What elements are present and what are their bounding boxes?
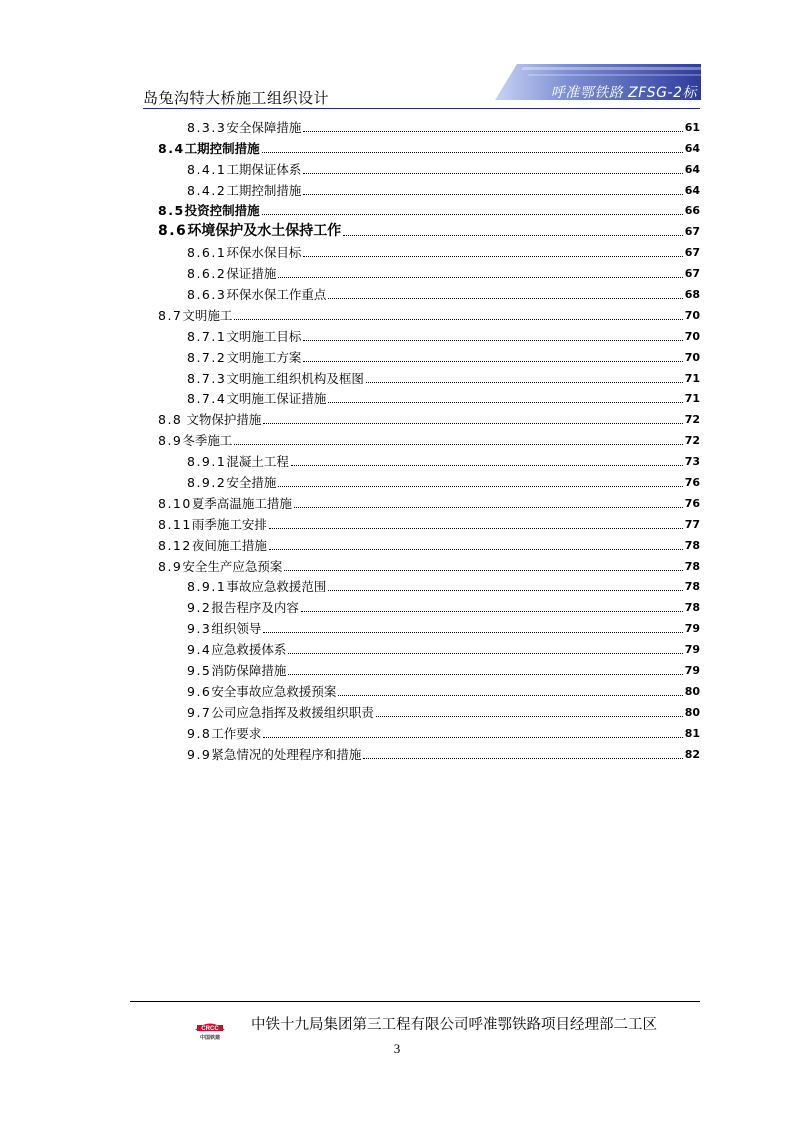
toc-dot-leader <box>269 527 683 529</box>
toc-entry[interactable] <box>158 469 700 490</box>
toc-entry[interactable] <box>158 553 700 574</box>
toc-entry-title: 安全生产应急预案 <box>182 558 283 574</box>
toc-entry[interactable] <box>158 344 700 365</box>
toc-entry-page: 79 <box>684 622 700 636</box>
toc-entry[interactable] <box>158 323 700 344</box>
toc-entry[interactable] <box>158 490 700 511</box>
toc-entry-number: 8.9 <box>158 558 183 574</box>
toc-entry-number: 8.7 <box>158 307 183 323</box>
toc-entry[interactable] <box>158 427 700 448</box>
toc-entry[interactable] <box>158 720 700 741</box>
toc-entry-number: 8.6.1 <box>187 245 227 261</box>
toc-entry[interactable] <box>158 448 700 469</box>
toc-entry-number: 8.10 <box>158 495 192 511</box>
toc-entry-title: 雨季施工安排 <box>191 516 267 532</box>
toc-entry[interactable] <box>158 532 700 553</box>
toc-entry-number: 9.6 <box>187 683 212 699</box>
toc-entry-number: 8.9 <box>158 433 183 449</box>
toc-entry-number: 9.9 <box>187 746 212 762</box>
toc-entry[interactable] <box>158 678 700 699</box>
toc-entry-number: 8.4.2 <box>187 182 227 198</box>
toc-dot-leader <box>288 673 682 675</box>
toc-entry-title: 文明施工 <box>182 307 233 323</box>
toc-entry-page: 80 <box>684 684 700 698</box>
logo-caption: 中国铁建 <box>199 1035 220 1041</box>
toc-entry-title: 文明施工目标 <box>226 328 302 344</box>
toc-dot-leader <box>284 569 682 571</box>
toc-entry-page: 71 <box>684 392 700 406</box>
toc-entry-title: 混凝土工程 <box>226 454 289 470</box>
toc-entry-number: 9.2 <box>187 600 212 616</box>
toc-entry-title: 公司应急指挥及救援组织职责 <box>211 704 374 720</box>
toc-dot-leader <box>278 276 682 278</box>
toc-entry-title: 文明施工方案 <box>226 349 302 365</box>
toc-entry-title: 环境保护及水土保持工作 <box>187 223 342 240</box>
toc-entry-number: 8.4.1 <box>187 161 227 177</box>
toc-entry-page: 61 <box>684 120 700 134</box>
toc-dot-leader <box>263 736 682 738</box>
toc-entry-title: 安全保障措施 <box>226 119 302 135</box>
toc-entry-page: 78 <box>684 601 700 615</box>
toc-dot-leader <box>328 297 682 299</box>
toc-entry-page: 70 <box>684 329 700 343</box>
toc-dot-leader <box>263 422 682 424</box>
toc-entry-page: 68 <box>684 288 700 302</box>
toc-entry-number: 8.6.3 <box>187 287 227 303</box>
toc-entry-title: 组织领导 <box>211 621 262 637</box>
toc-entry-number: 8.7.4 <box>187 391 227 407</box>
toc-entry-title: 事故应急救援范围 <box>226 579 327 595</box>
toc-entry-title: 安全事故应急救援预案 <box>211 683 337 699</box>
toc-dot-leader <box>291 464 683 466</box>
toc-entry-number: 8.7.1 <box>187 328 227 344</box>
toc-entry-title: 安全措施 <box>226 475 277 491</box>
toc-entry-page: 64 <box>684 141 700 155</box>
toc-entry-title: 环保水保目标 <box>226 245 302 261</box>
toc-entry[interactable] <box>158 239 700 260</box>
toc-entry-number: 9.4 <box>187 642 212 658</box>
toc-entry-page: 81 <box>684 726 700 740</box>
toc-entry-page: 79 <box>684 643 700 657</box>
toc-entry-title: 工期控制措施 <box>184 140 260 156</box>
toc-dot-leader <box>303 130 682 132</box>
toc-entry-number: 8.4 <box>158 140 185 156</box>
toc-entry-page: 76 <box>684 476 700 490</box>
toc-entry-number: 8.6 <box>158 223 188 240</box>
toc-dot-leader <box>328 401 682 403</box>
toc-entry-page: 79 <box>684 664 700 678</box>
toc-entry-title: 工期控制措施 <box>226 182 302 198</box>
toc-dot-leader <box>303 360 682 362</box>
toc-dot-leader <box>301 610 683 612</box>
toc-entry-title: 紧急情况的处理程序和措施 <box>211 746 362 762</box>
toc-entry-title: 应急救援体系 <box>211 642 287 658</box>
toc-entry-number: 8.6.2 <box>187 266 227 282</box>
toc-entry-title: 冬季施工 <box>182 433 233 449</box>
toc-entry-title: 夏季高温施工措施 <box>191 495 292 511</box>
toc-entry[interactable] <box>158 574 700 595</box>
toc-entry[interactable] <box>158 198 700 219</box>
toc-dot-leader <box>262 151 683 153</box>
toc-entry-number: 9.8 <box>187 725 212 741</box>
toc-dot-leader <box>338 694 682 696</box>
toc-entry[interactable] <box>158 657 700 678</box>
toc-entry-number: 9.3 <box>187 621 212 637</box>
toc-entry-title: 保证措施 <box>226 266 277 282</box>
toc-entry-page: 64 <box>684 183 700 197</box>
toc-entry-page: 64 <box>684 162 700 176</box>
toc-dot-leader <box>269 548 683 550</box>
toc-entry-title: 环保水保工作重点 <box>226 287 327 303</box>
toc-dot-leader <box>263 631 682 633</box>
toc-entry[interactable] <box>158 636 700 657</box>
toc-entry-page: 72 <box>684 434 700 448</box>
toc-entry-page: 78 <box>684 559 700 573</box>
toc-entry-title: 投资控制措施 <box>184 203 260 219</box>
toc-dot-leader <box>262 213 683 215</box>
toc-entry[interactable] <box>158 114 700 135</box>
toc-entry-number: 8.9.2 <box>187 475 227 491</box>
toc-entry-number: 8.7.2 <box>187 349 227 365</box>
toc-entry[interactable] <box>158 615 700 636</box>
toc-entry[interactable] <box>158 218 700 239</box>
toc-entry-page: 80 <box>684 705 700 719</box>
toc-entry[interactable] <box>158 135 700 156</box>
toc-entry-page: 67 <box>684 225 700 239</box>
footer-divider <box>130 1001 700 1002</box>
toc-entry-number: 8.9.1 <box>187 579 227 595</box>
toc-entry-number: 8.12 <box>158 537 192 553</box>
toc-entry-number: 8.7.3 <box>187 370 227 386</box>
toc-entry-title: 工作要求 <box>211 725 262 741</box>
project-banner <box>495 64 701 100</box>
toc-entry[interactable] <box>158 386 700 407</box>
toc-dot-leader <box>366 381 683 383</box>
toc-dot-leader <box>328 589 682 591</box>
toc-entry-number: 8.9.1 <box>187 454 227 470</box>
toc-entry[interactable] <box>158 741 700 762</box>
toc-entry-page: 76 <box>684 496 700 510</box>
toc-entry-page: 67 <box>684 246 700 260</box>
toc-entry[interactable] <box>158 594 700 615</box>
toc-dot-leader <box>343 234 682 236</box>
toc-dot-leader <box>303 255 682 257</box>
toc-dot-leader <box>278 485 682 487</box>
toc-entry-page: 77 <box>684 517 700 531</box>
toc-entry-page: 78 <box>684 538 700 552</box>
toc-dot-leader <box>303 193 682 195</box>
company-name: 中铁十九局集团第三工程有限公司呼准鄂铁路项目经理部二工区 <box>251 1017 657 1033</box>
toc-entry-number: 8.3.3 <box>187 119 227 135</box>
banner-text: 呼准鄂铁路 ZFSG-2标 <box>550 85 697 100</box>
toc-entry-title: 工期保证体系 <box>226 161 302 177</box>
toc-dot-leader <box>234 443 682 445</box>
toc-dot-leader <box>303 339 682 341</box>
toc-entry[interactable] <box>158 302 700 323</box>
toc-dot-leader <box>294 506 683 508</box>
toc-entry-title: 消防保障措施 <box>211 663 287 679</box>
toc-entry-number: 8.11 <box>158 516 192 532</box>
toc-entry-title: 文明施工组织机构及框图 <box>226 370 364 386</box>
toc-entry[interactable] <box>158 177 700 198</box>
toc-entry[interactable] <box>158 699 700 720</box>
table-of-contents <box>158 114 700 762</box>
toc-entry-title: 夜间施工措施 <box>191 537 267 553</box>
page-number: 3 <box>393 1041 401 1056</box>
toc-entry-page: 72 <box>684 413 700 427</box>
toc-entry[interactable] <box>158 156 700 177</box>
document-title: 岛兔沟特大桥施工组织设计 <box>143 89 330 107</box>
toc-dot-leader <box>303 172 682 174</box>
toc-entry-page: 70 <box>684 308 700 322</box>
toc-entry-page: 78 <box>684 580 700 594</box>
toc-entry-number: 8.5 <box>158 203 185 219</box>
toc-entry-page: 66 <box>684 204 700 218</box>
toc-entry[interactable] <box>158 511 700 532</box>
toc-entry-number: 9.5 <box>187 663 212 679</box>
toc-dot-leader <box>288 652 682 654</box>
toc-entry-page: 70 <box>684 350 700 364</box>
toc-entry-page: 71 <box>684 371 700 385</box>
toc-entry[interactable] <box>158 260 700 281</box>
company-logo <box>191 1015 229 1041</box>
crcc-logo-icon <box>191 1015 229 1035</box>
header-divider <box>143 108 700 109</box>
toc-entry-number: 8.8 <box>158 412 183 428</box>
toc-entry-title: 文物保护措施 <box>182 412 262 428</box>
toc-entry-page: 82 <box>684 747 700 761</box>
toc-entry-page: 67 <box>684 267 700 281</box>
toc-entry-page: 73 <box>684 455 700 469</box>
logo-badge: CRCC <box>201 1026 219 1032</box>
toc-entry[interactable] <box>158 281 700 302</box>
toc-entry-number: 9.7 <box>187 704 212 720</box>
toc-entry-title: 报告程序及内容 <box>211 600 299 616</box>
toc-entry[interactable] <box>158 365 700 386</box>
toc-entry-title: 文明施工保证措施 <box>226 391 327 407</box>
toc-dot-leader <box>234 318 682 320</box>
toc-entry[interactable] <box>158 406 700 427</box>
toc-dot-leader <box>376 715 683 717</box>
toc-dot-leader <box>363 757 682 759</box>
